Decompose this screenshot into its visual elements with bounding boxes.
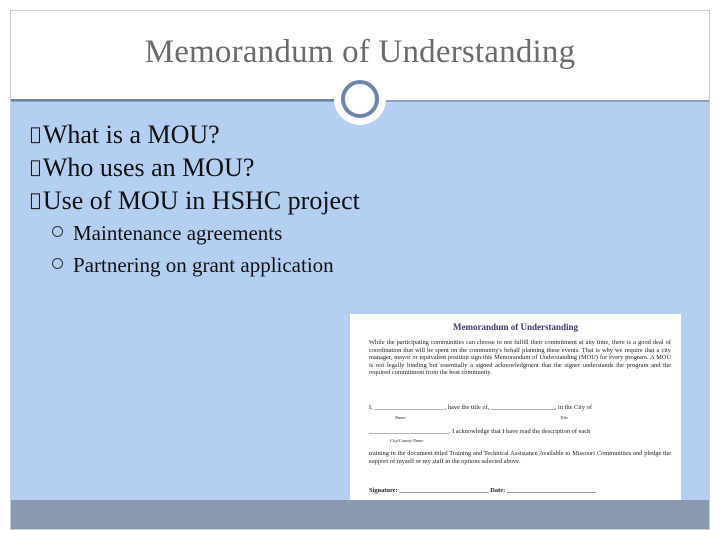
document-line-name: I, ______________________, have the title of, ____________________, in the City of	[369, 404, 592, 411]
bullet-box-icon	[30, 190, 41, 211]
bullet-list	[30, 118, 360, 281]
slide-title: Memorandum of Understanding	[144, 34, 576, 70]
bullet-item	[30, 118, 360, 151]
sub-bullet-text: Partnering on grant application	[73, 253, 334, 277]
bottom-bar	[11, 500, 709, 529]
ring-bullet-icon	[52, 258, 63, 269]
document-signature-line: Signature: ____________________________ Date: ____________________________	[369, 487, 597, 494]
document-paragraph: While the participating communities can choose to not fulfill their commitment at any time, there is a good deal of coordination that will be spent on the community's behalf planning these events. That is why we require that a city manager, mayor or equivalent position sign this Memorandum of Understanding (MOU) for every program. A MOU is not legally binding but essentially a signed acknowledgment that the signer understands the program and the required commitment from the host community.	[369, 339, 671, 377]
document-title-caption: Title	[560, 415, 569, 420]
sub-bullet-item	[52, 249, 360, 281]
divider-circle-icon	[341, 80, 379, 118]
bullet-box-icon	[30, 157, 41, 178]
document-title: Memorandum of Understanding	[452, 322, 578, 332]
bullet-text: Use of MOU in HSHC project	[32, 186, 350, 215]
document-city-caption: City/County Name	[390, 438, 424, 443]
sub-bullet-item	[52, 217, 360, 249]
document-name-caption: Name	[395, 415, 406, 420]
bullet-text: Who uses an MOU?	[32, 153, 244, 182]
bullet-item	[30, 184, 360, 217]
sub-bullet-text: Maintenance agreements	[73, 221, 283, 245]
bullet-item	[30, 151, 360, 184]
mou-document-image	[350, 314, 681, 500]
bullet-box-icon	[30, 124, 41, 145]
bullet-text: What is a MOU?	[32, 120, 209, 149]
document-pledge: training in the document titled Training and Technical Assistance Available to Missouri Communities and pledge the support of myself or my staff in the options selected above.	[369, 450, 671, 465]
title-divider-accent	[11, 99, 343, 101]
document-line-city: _________________________. I acknowledge that I have read the description of each	[369, 428, 591, 435]
ring-bullet-icon	[52, 226, 63, 237]
